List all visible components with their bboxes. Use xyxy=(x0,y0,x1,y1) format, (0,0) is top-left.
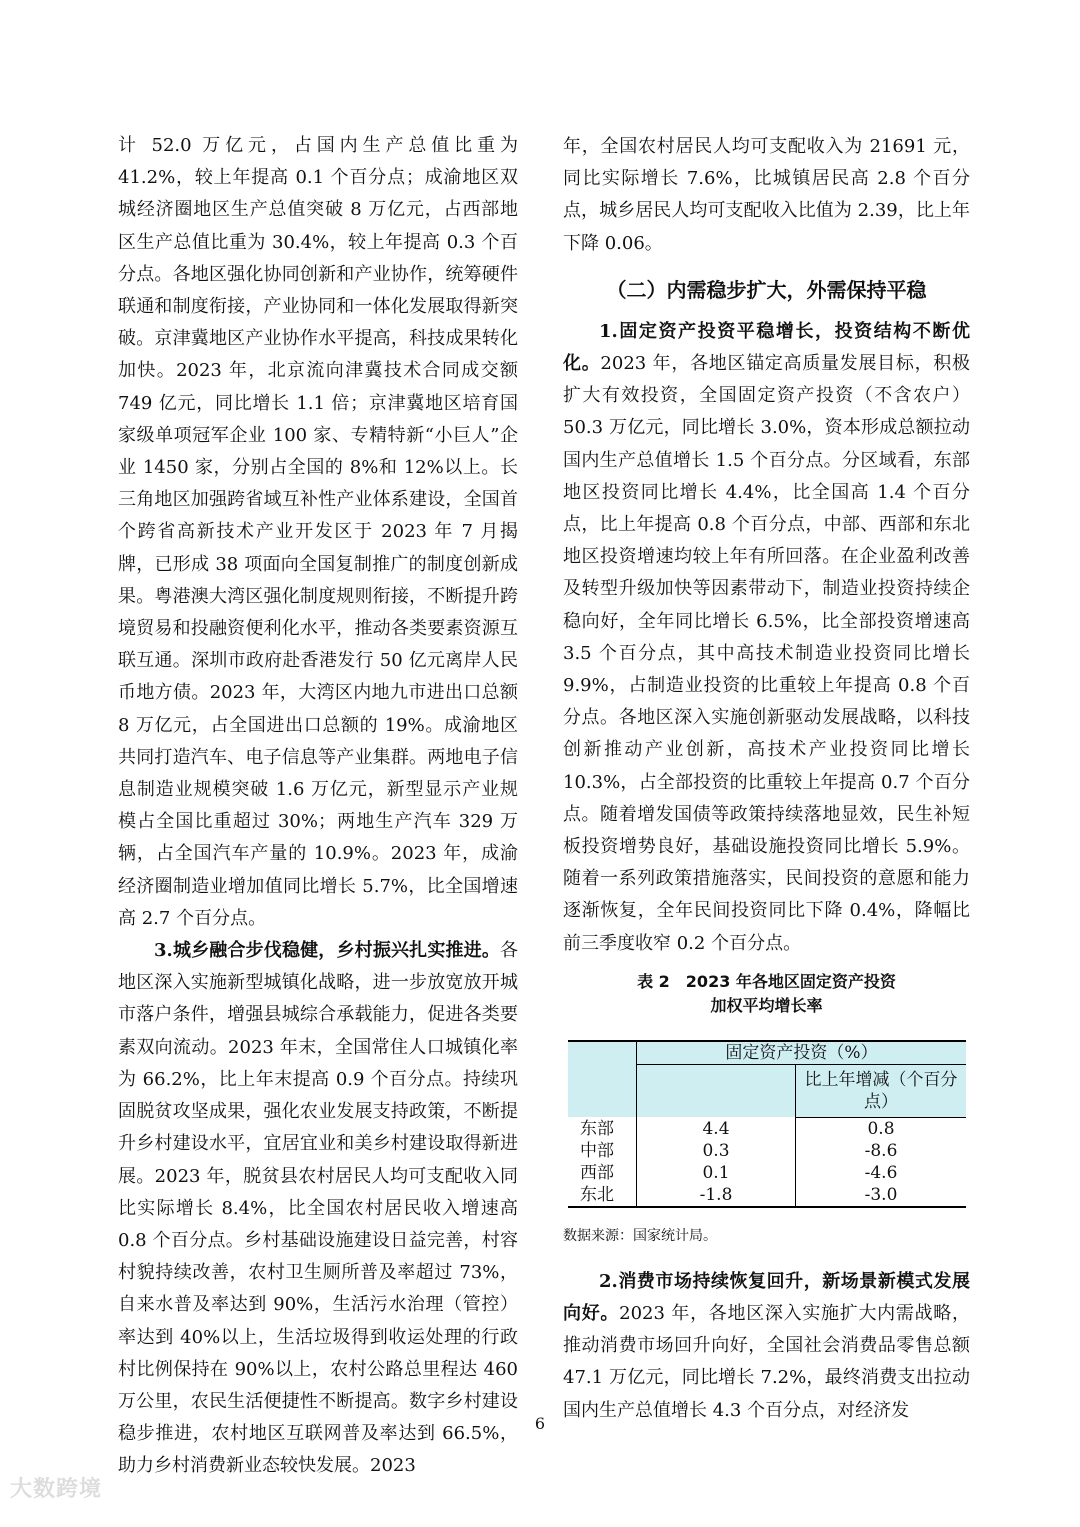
table-cell-change: -4.6 xyxy=(864,1162,898,1183)
investment-table xyxy=(568,1040,966,1208)
paragraph-lead: 2.消费市场持续恢复回升，新场景新模式发展向好。 xyxy=(563,1270,970,1325)
table-cell-change: -8.6 xyxy=(864,1140,898,1161)
paragraph xyxy=(563,1266,970,1427)
table-cell-region: 西部 xyxy=(568,1162,637,1184)
table-cell-growth: 0.3 xyxy=(637,1140,796,1162)
paragraph: 计 52.0 万亿元，占国内生产总值比重为 41.2%，较上年提高 0.1 个百分点；成渝地区双城经济圈地区生产总值突破 8 万亿元，占西部地区生产总值比重为 30.4%，较上年提高 0.3 个百分点。各地区强化协同创新和产业协作，统筹硬件联通和制度衔接，产业协同和一体化发展取得新突破。京津冀地区产业协作水平提高，科技成果转化加快。2023 年，北京流向津冀技术合同成交额 749 亿元，同比增长 1.1 倍；京津冀地区培育国家级单项冠军企业 100 家、专精特新“小巨人”企业 1450 家，分别占全国的 8%和 12%以上。长三角地区加强跨省域互补性产业体系建设，全国首个跨省高新技术产业开发区于 2023 年 7 月揭牌，已形成 38 项面向全国复制推广的制度创新成果。粤港澳大湾区强化制度规则衔接，不断提升跨境贸易和投融资便利化水平，推动各类要素资源互联互通。深圳市政府赴香港发行 50 亿元离岸人民币地方债。2023 年，大湾区内地九市进出口总额 8 万亿元，占全国进出口总额的 19%。成渝地区共同打造汽车、电子信息等产业集群。两地电子信息制造业规模突破 1.6 万亿元，新型显示产业规模占全国比重超过 30%；两地生产汽车 329 万辆，占全国汽车产量的 10.9%。2023 年，成渝经济圈制造业增加值同比增长 5.7%，比全国增速高 2.7 个百分点。 xyxy=(118,135,518,929)
table-header-group: 固定资产投资（%） xyxy=(637,1041,967,1065)
table-cell-growth: -1.8 xyxy=(637,1184,796,1207)
paragraph-body: 各地区深入实施新型城镇化战略，进一步放宽放开城市落户条件，增强县城综合承载能力，促进各类要素双向流动。2023 年末，全国常住人口城镇化率为 66.2%，比上年末提高 0.9 个百分点。持续巩固脱贫攻坚成果，强化农业发展支持政策，不断提升乡村建设水平，宜居宜业和美乡村建设取得新进展。2023 年，脱贫县农村居民人均可支配收入同比实际增长 8.4%，比全国农村居民收入增速高 0.8 个百分点。乡村基础设施建设日益完善，村容村貌持续改善，农村卫生厕所普及率超过 73%，自来水普及率达到 90%，生活污水治理（管控）率达到 40%以上，生活垃圾得到收运处理的行政村比例保持在 90%以上，农村公路总里程达 460 万公里，农民生活便捷性不断提高。数字乡村建设稳步推进，农村地区互联网普及率达到 66.5%，助力乡村消费新业态较快发展。2023 xyxy=(118,940,518,1477)
table-cell-change: 0.8 xyxy=(867,1118,895,1139)
paragraph xyxy=(118,935,518,1482)
table-header-change: 比上年增减（个百分点） xyxy=(796,1064,967,1117)
paragraph-body: 2023 年，各地区锚定高质量发展目标，积极扩大有效投资，全国固定资产投资（不含农户）50.3 万亿元，同比增长 3.0%，资本形成总额拉动国内生产总值增长 1.5 个百分点。分区域看，东部地区投资同比增长 4.4%，比全国高 1.4 个百分点，比上年提高 0.8 个百分点，中部、西部和东北地区投资增速均较上年有所回落。在企业盈利改善及转型升级加快等因素带动下，制造业投资持续企稳向好，全年同比增长 6.5%，比全部投资增速高 3.5 个百分点，其中高技术制造业投资同比增长 9.9%，占制造业投资的比重较上年提高 0.8 个百分点。各地区深入实施创新驱动发展战略，以科技创新推动产业创新，高技术产业投资同比增长 10.3%，占全部投资的比重较上年提高 0.7 个百分点。随着增发国债等政策持续落地显效，民生补短板投资增势良好，基础设施投资同比增长 5.9%。随着一系列政策措施落实，民间投资的意愿和能力逐渐恢复，全年民间投资同比下降 0.4%，降幅比前三季度收窄 0.2 个百分点。 xyxy=(563,353,971,954)
table-cell-region: 东部 xyxy=(568,1117,637,1140)
table-row xyxy=(568,1140,966,1162)
watermark: 大数跨境 xyxy=(10,1477,103,1502)
table-cell-growth: 4.4 xyxy=(637,1117,796,1140)
table-title-line: 加权平均增长率 xyxy=(710,995,823,1015)
table-row xyxy=(568,1184,966,1207)
table-cell-region: 中部 xyxy=(568,1140,637,1162)
left-column xyxy=(118,130,518,1483)
table-title xyxy=(563,970,970,1018)
paragraph: 年，全国农村居民人均可支配收入为 21691 元，同比实际增长 7.6%，比城镇居民高 2.8 个百分点，城乡居民人均可支配收入比值为 2.39，比上年下降 0.06。 xyxy=(563,136,970,254)
table-cell-growth: 0.1 xyxy=(637,1162,796,1184)
page-number: 6 xyxy=(534,1414,546,1433)
table-cell-change: -3.0 xyxy=(796,1184,967,1207)
paragraph-body: 2023 年，各地区深入实施扩大内需战略，推动消费市场回升向好，全国社会消费品零售总额 47.1 万亿元，同比增长 7.2%，最终消费支出拉动国内生产总值增长 4.3 个百分点，对经济发 xyxy=(563,1303,971,1421)
table-row xyxy=(568,1162,966,1184)
section-heading: （二）内需稳步扩大，外需保持平稳 xyxy=(606,277,927,302)
table-header-corner xyxy=(568,1041,637,1118)
table-header-row xyxy=(568,1041,966,1065)
table-header-blank xyxy=(637,1064,796,1117)
table-title-line: 表 2 2023 年各地区固定资产投资 xyxy=(637,971,896,991)
table-source: 数据来源：国家统计局。 xyxy=(563,1227,717,1244)
table-cell-region: 东北 xyxy=(568,1184,637,1207)
right-column xyxy=(563,131,970,1427)
table-row xyxy=(568,1117,966,1140)
paragraph-lead: 1.固定资产投资平稳增长，投资结构不断优化。 xyxy=(563,320,970,375)
paragraph xyxy=(563,316,970,960)
paragraph-lead: 3.城乡融合步伐稳健，乡村振兴扎实推进。 xyxy=(154,940,500,962)
